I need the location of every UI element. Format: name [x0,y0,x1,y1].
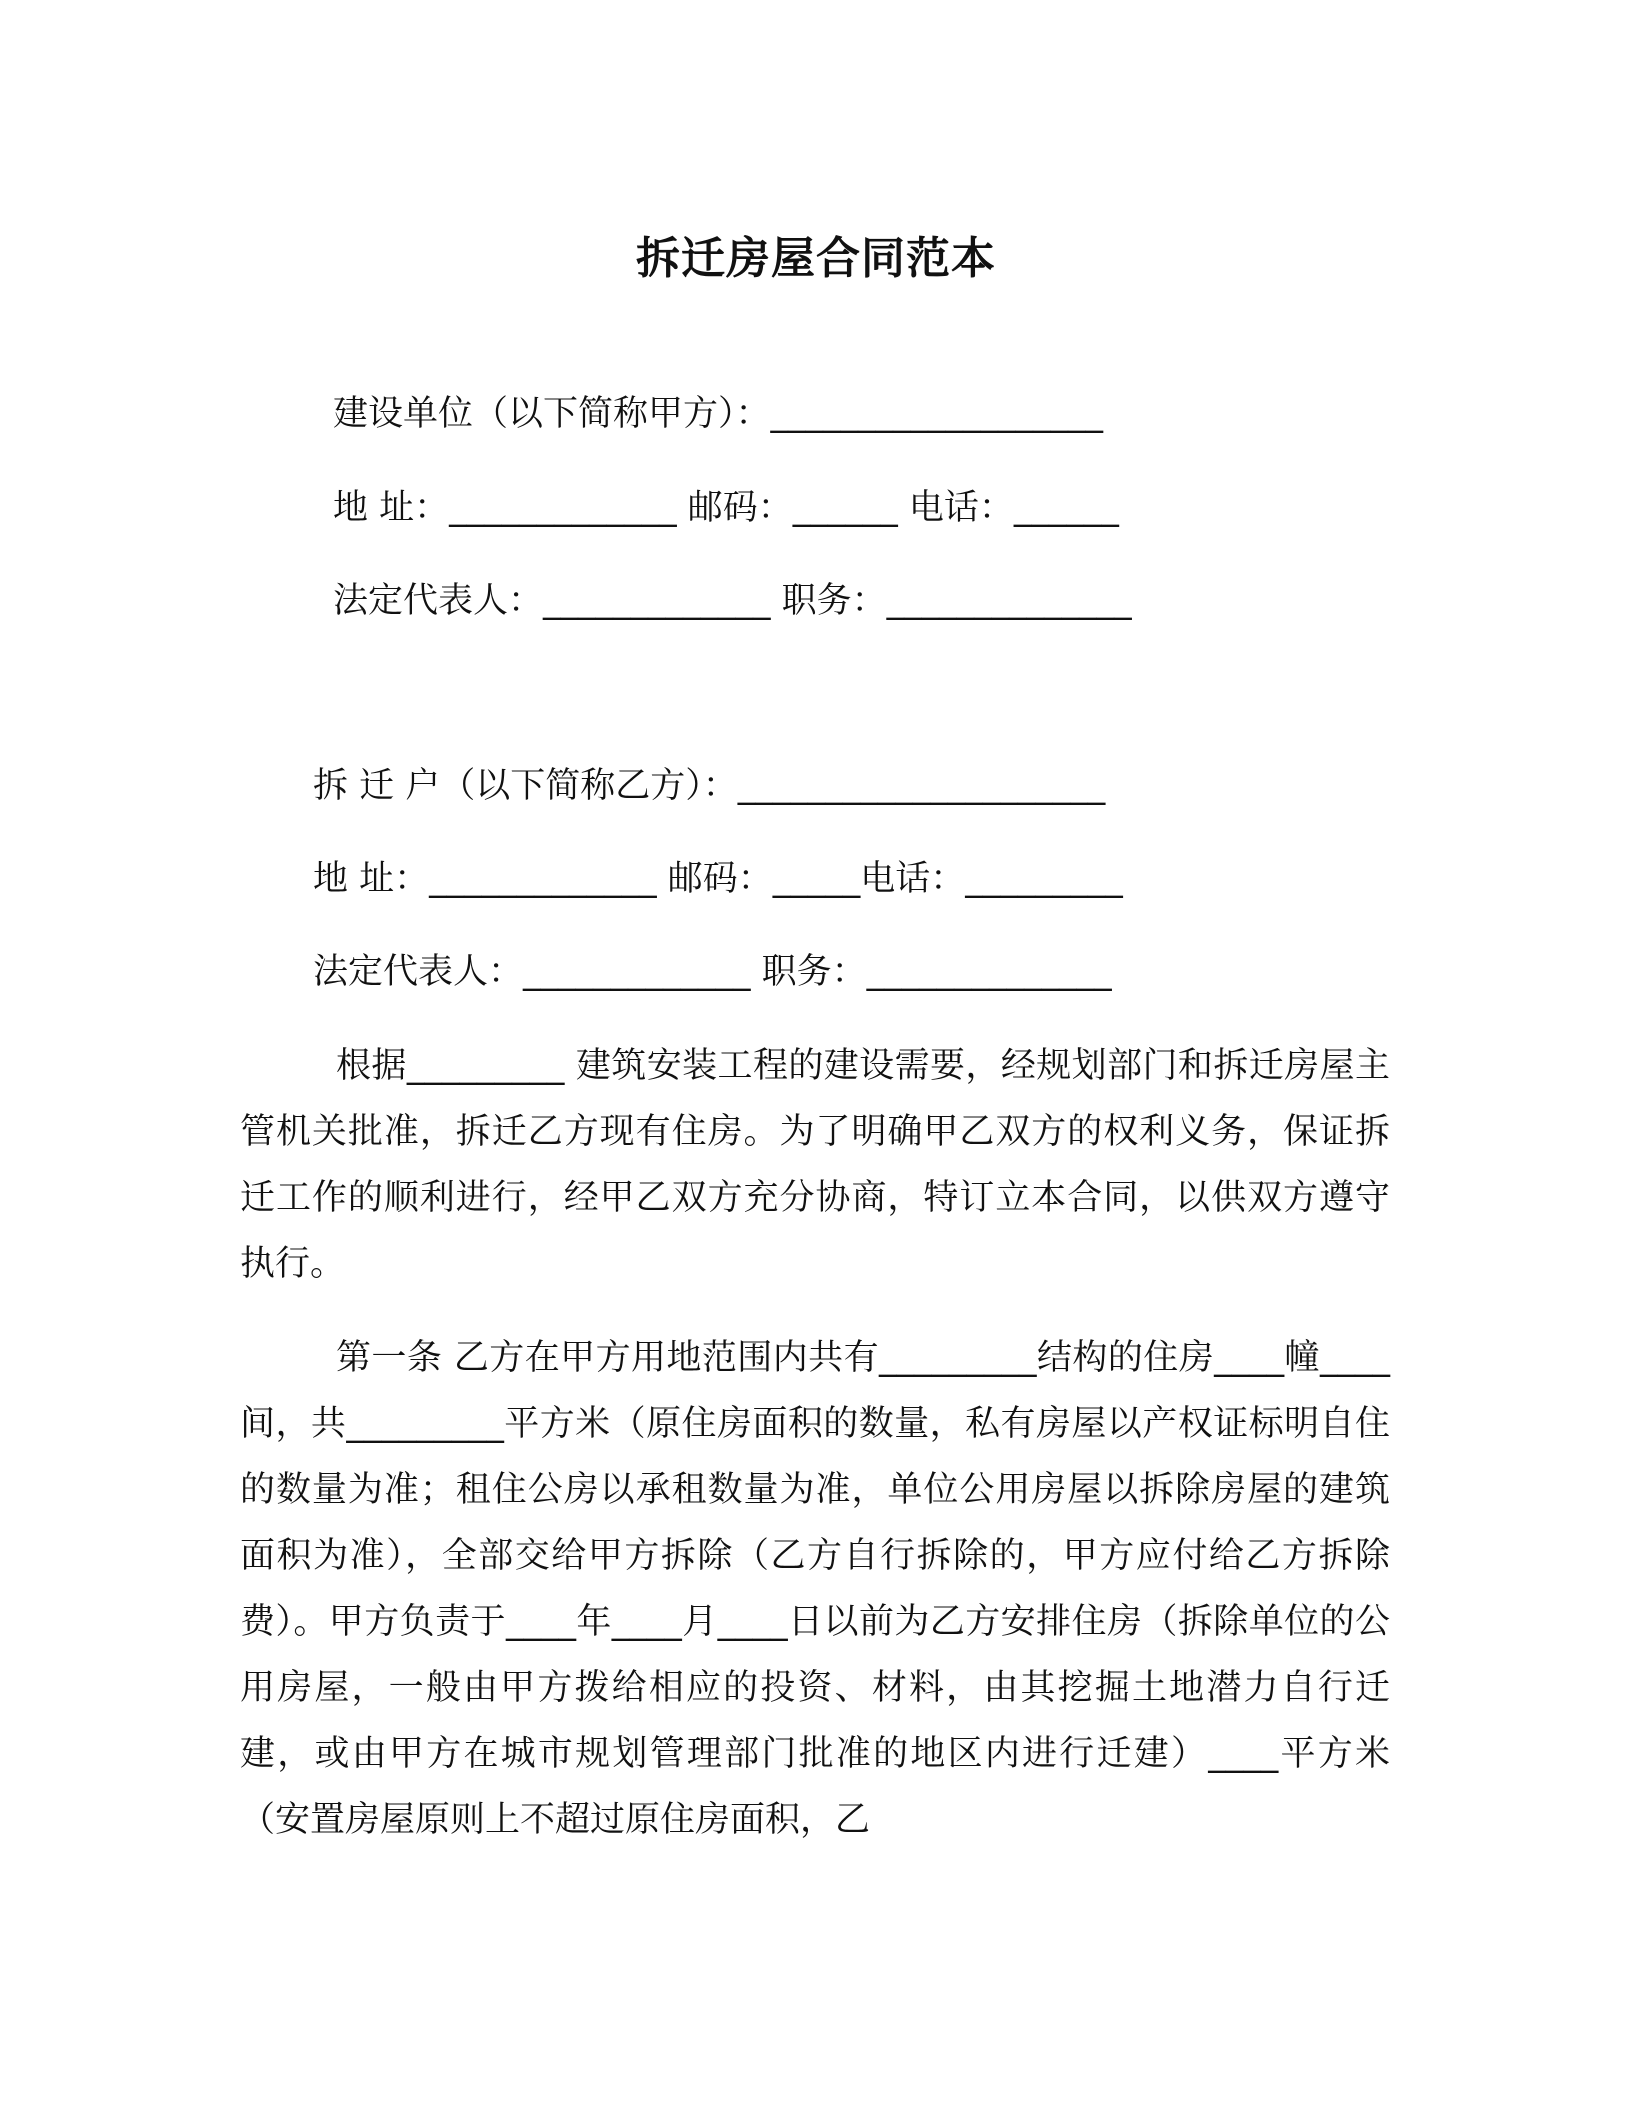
party-b-representative-line: 法定代表人：_____________ 职务：______________ [313,952,1112,992]
article-1-paragraph: 第一条 乙方在甲方用地范围内共有_________结构的住房____幢____间，共_________平方米（原住房面积的数量，私有房屋以产权证标明自住的数量为准；租住公房以承租数量为准，单位公用房屋以拆除房屋的建筑面积为准），全部交给甲方拆除（乙方自行拆除的，甲方应付给乙方拆除费）。甲方负责于____年____月____日以前为乙方安排住房（拆除单位的公用房屋，一般由甲方拨给相应的投资、材料，由其挖掘土地潜力自行迁建，或由甲方在城市规划管理部门批准的地区内进行迁建）____平方米（安置房屋原则上不超过原住房面积，乙 [240,1338,1390,1840]
party-b-address-line: 地 址：_____________ 邮码：_____电话：_________ [313,859,1123,899]
intro-paragraph: 根据_________ 建筑安装工程的建设需要，经规划部门和拆迁房屋主管机关批准，拆迁乙方现有住房。为了明确甲乙双方的权利义务，保证拆迁工作的顺利进行，经甲乙双方充分协商，特订立本合同，以供双方遵守执行。 [240,1046,1390,1284]
party-b-household-line: 拆 迁 户（以下简称乙方）：_____________________ [313,766,1106,806]
document-title: 拆迁房屋合同范本 [636,233,996,284]
party-a-unit-line: 建设单位（以下简称甲方）：___________________ [333,394,1104,434]
party-a-representative-line: 法定代表人：_____________ 职务：______________ [333,581,1132,621]
party-a-address-line: 地 址：_____________ 邮码：______ 电话：______ [333,488,1119,528]
